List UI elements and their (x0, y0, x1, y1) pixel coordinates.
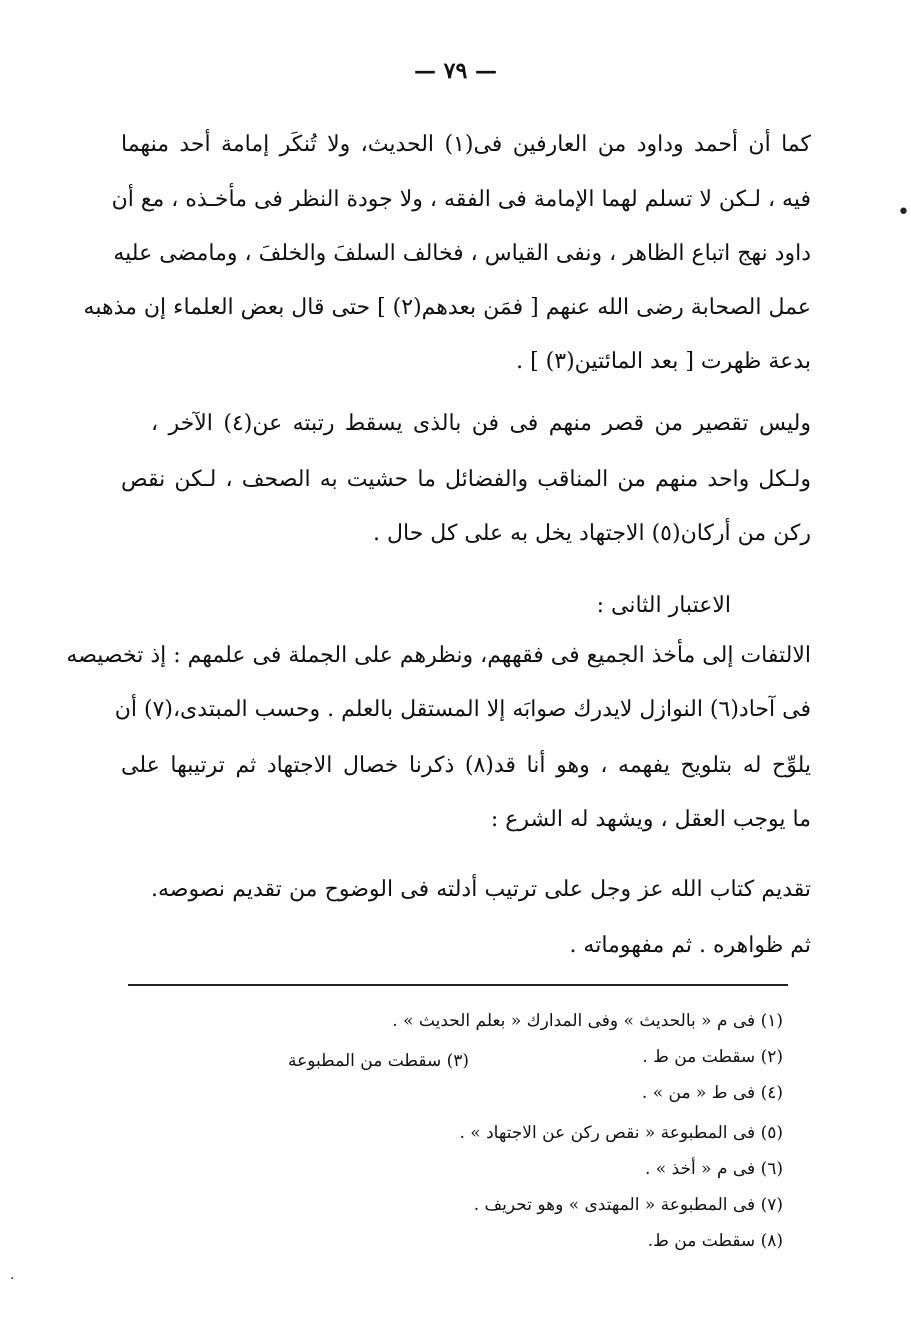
footnote-separator (128, 984, 788, 986)
footnote-1: (١) فى م « بالحديث » وفى المدارك « بعلم الحديث » . (392, 1011, 783, 1031)
footnote-6: (٦) فى م « أخذ » . (644, 1159, 783, 1179)
paragraph-3-line-3: يلوِّح له بتلويح يفهمه ، وهو أنا قد(٨) ذكرنا خصال الاجتهاد ثم ترتيبها على (121, 753, 811, 778)
paragraph-2-line-2: ولـكل واحد منهم من المناقب والفضائل ما حشيت به الصحف ، لـكن نقص (121, 467, 811, 492)
footnote-2: (٢) سقطت من ط . (642, 1047, 783, 1067)
paragraph-4-line-2: ثم ظواهره . ثم مفهوماته . (569, 933, 811, 958)
paragraph-2-line-3: ركن من أركان(٥) الاجتهاد يخل به على كل حال . (373, 521, 811, 546)
paragraph-2-line-1: وليس تقصير من قصر منهم فى فن بالذى يسقط رتبته عن(٤) الآخر ، (151, 411, 811, 436)
footnote-7: (٧) فى المطبوعة « المهتدى » وهو تحريف . (473, 1195, 783, 1215)
paragraph-1-line-2: فيه ، لـكن لا تسلم لهما الإمامة فى الفقه ، ولا جودة النظر فى مأخـذه ، مع أن (111, 187, 811, 212)
scan-speck-mark: · (10, 1271, 15, 1287)
paragraph-1-line-1: كما أن أحمد وداود من العارفين فى(١) الحديث، ولا تُنكَر إمامة أحد منهما (121, 132, 811, 157)
footnote-4: (٤) فى ط « من » . (641, 1083, 783, 1103)
paragraph-3-line-2: فى آحاد(٦) النوازل لايدرك صوابَه إلا المستقل بالعلم . وحسب المبتدى،(٧) أن (114, 697, 811, 722)
paragraph-1-line-5: بدعة ظهرت [ بعد المائتين(٣) ] . (516, 349, 811, 374)
paragraph-3-line-1: الالتفات إلى مأخذ الجميع فى فقههم، ونظرهم على الجملة فى علمهم : إذ تخصيصه (66, 643, 811, 668)
section-heading: الاعتبار الثانى : (596, 593, 731, 618)
paragraph-1-line-4: عمل الصحابة رضى الله عنهم [ فمَن بعدهم(٢) ] حتى قال بعض العلماء إن مذهبه (83, 295, 811, 320)
page-number: — ٧٩ — (414, 58, 497, 84)
footnote-8: (٨) سقطت من ط. (647, 1231, 783, 1251)
paragraph-1-line-3: داود نهج اتباع الظاهر ، ونفى القياس ، فخالف السلفَ والخلفَ ، ومامضى عليه (113, 241, 811, 266)
scan-margin-mark: • (897, 200, 910, 225)
footnote-5: (٥) فى المطبوعة « نقص ركن عن الاجتهاد » . (459, 1123, 783, 1143)
paragraph-4-line-1: تقديم كتاب الله عز وجل على ترتيب أدلته فى الوضوح من تقديم نصوصه. (151, 877, 811, 902)
paragraph-3-line-4: ما يوجب العقل ، ويشهد له الشرع : (490, 807, 811, 832)
footnote-3: (٣) سقطت من المطبوعة (288, 1051, 469, 1071)
